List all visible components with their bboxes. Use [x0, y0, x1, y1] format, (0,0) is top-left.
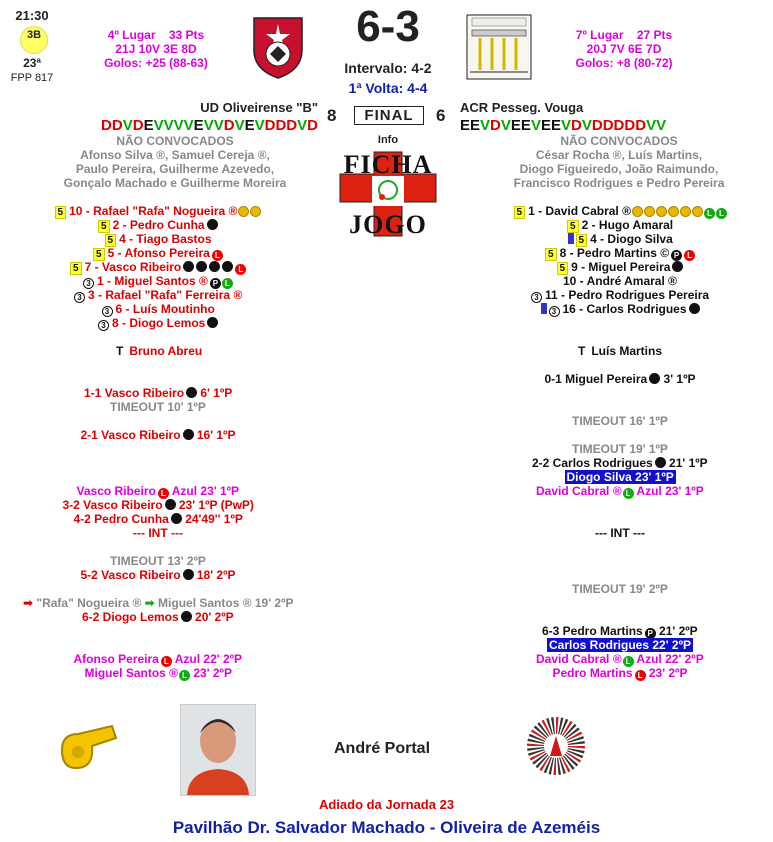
form-result: E: [470, 117, 481, 134]
bench-badge-icon: 3: [74, 292, 85, 303]
form-result: V: [203, 117, 214, 134]
form-result: V: [656, 117, 667, 134]
event-text: Carlos Rodrigues 22' 2ºP: [549, 638, 691, 652]
event-time: Azul 22' 2ºP: [171, 652, 243, 666]
captain-square-icon: [568, 233, 574, 244]
form-result: D: [111, 117, 123, 134]
event-text: TIMEOUT 16' 1ºP: [572, 414, 668, 428]
player-row[interactable]: [83, 274, 233, 289]
form-result: V: [581, 117, 592, 134]
round-badge: [20, 26, 48, 54]
event-row: [572, 414, 668, 428]
player-row[interactable]: [568, 232, 673, 247]
event-text: 5-2 Vasco Ribeiro: [80, 568, 181, 582]
away-not-called-title: NÃO CONVOCADOS: [560, 134, 678, 148]
event-row: [565, 470, 676, 484]
card-icon: L: [235, 264, 246, 275]
event-time: 21' 1ºP: [665, 456, 708, 470]
player-row[interactable]: [98, 218, 218, 233]
player-name: 2 - Hugo Amaral: [581, 218, 674, 232]
goal-icon: [209, 261, 220, 272]
venue[interactable]: Pavilhão Dr. Salvador Machado - Oliveira de Azeméis: [172, 818, 601, 837]
event-text: 2-1 Vasco Ribeiro: [80, 428, 181, 442]
home-score: 8: [327, 106, 337, 125]
event-text: 3-2 Vasco Ribeiro: [62, 498, 163, 512]
player-name: 11 - Pedro Rodrigues Pereira: [545, 288, 710, 302]
form-result: D: [635, 117, 647, 134]
starter-badge-icon: 5: [70, 262, 82, 275]
goal-icon: [183, 261, 194, 272]
away-team-logo[interactable]: [466, 14, 532, 80]
away-coach: [578, 344, 662, 358]
event-row: [81, 428, 236, 442]
player-row[interactable]: [98, 316, 218, 331]
sub-out-icon: ➡: [23, 596, 37, 610]
penalty-icon: P: [210, 278, 221, 289]
player-name: 3 - Rafael "Rafa" Ferreira ®: [88, 288, 243, 302]
ball-icon: [692, 206, 703, 217]
ball-icon: [250, 206, 261, 217]
home-not-called-line: Gonçalo Machado e Guilherme Moreira: [63, 176, 287, 190]
ball-icon: [644, 206, 655, 217]
player-name: 4 - Diogo Silva: [590, 232, 673, 246]
starter-badge-icon: 5: [557, 262, 569, 275]
player-row[interactable]: [545, 246, 695, 261]
starter-badge-icon: 5: [93, 248, 105, 261]
event-time: Azul 23' 1ºP: [168, 484, 240, 498]
ficha-jogo-logo[interactable]: [336, 148, 440, 240]
status-final: [354, 106, 424, 125]
form-result: D: [307, 117, 318, 134]
form-result: V: [183, 117, 194, 134]
event-row: [547, 638, 693, 652]
player-name: 8 - Diogo Lemos: [112, 316, 206, 330]
event-time: Azul 22' 2ºP: [633, 652, 704, 666]
form-result: D: [275, 117, 287, 134]
away-stats: [554, 28, 694, 70]
penalty-icon: P: [671, 250, 682, 261]
event-text: David Cabral ®: [536, 484, 622, 498]
form-result: D: [101, 117, 112, 134]
event-text: TIMEOUT 13' 2ºP: [110, 554, 206, 568]
card-icon: L: [158, 488, 169, 499]
round-badge-text: 3B: [26, 29, 42, 41]
event-text: Diogo Silva 23' 1ºP: [566, 470, 674, 484]
card-icon: L: [161, 656, 172, 667]
captain-square-icon: [541, 303, 547, 314]
form-result: D: [132, 117, 144, 134]
event-row: [110, 554, 206, 568]
event-text: 4-2 Pedro Cunha: [73, 512, 169, 526]
green-card-icon: L: [716, 208, 727, 219]
away-standing: 7º Lugar: [575, 28, 624, 42]
referee-name: André Portal: [334, 740, 431, 757]
green-card-icon: L: [222, 278, 233, 289]
form-result: V: [560, 117, 571, 134]
home-team-logo[interactable]: [250, 14, 306, 80]
form-result: E: [460, 117, 471, 134]
bench-badge-icon: 3: [531, 292, 542, 303]
event-text: Miguel Santos ® 19' 2ºP: [154, 596, 294, 610]
event-row: [545, 372, 696, 386]
away-score: 6: [436, 106, 446, 125]
green-card-icon: L: [623, 488, 634, 499]
form-result: E: [540, 117, 551, 134]
event-row: [81, 568, 236, 582]
form-result: V: [254, 117, 265, 134]
goal-icon: [207, 219, 218, 230]
bench-badge-icon: 3: [102, 306, 113, 317]
event-row: [532, 456, 708, 470]
first-leg-score: 1ª Volta: 4-4: [348, 80, 428, 96]
ficha-text: FICHA: [343, 150, 433, 179]
player-row[interactable]: [70, 260, 246, 275]
player-name: 7 - Vasco Ribeiro: [84, 260, 182, 274]
round-position: 23ª: [23, 56, 41, 70]
event-text: "Rafa" Nogueira ®: [36, 596, 145, 610]
event-row: [63, 498, 254, 512]
home-stats: [86, 28, 226, 70]
event-text: Miguel Santos ®: [84, 666, 179, 680]
away-record: 20J 7V 6E 7D: [586, 42, 662, 56]
home-points: 33 Pts: [168, 28, 205, 42]
event-text: 0-1 Miguel Pereira: [544, 372, 648, 386]
event-time: 18' 2ºP: [193, 568, 236, 582]
away-goals: Golos: +8 (80-72): [575, 56, 673, 70]
form-result: D: [602, 117, 614, 134]
home-goals: Golos: +25 (88-63): [104, 56, 208, 70]
goal-icon: [689, 303, 700, 314]
player-name: 16 - Carlos Rodrigues: [562, 302, 687, 316]
player-name: 9 - Miguel Pereira: [571, 260, 671, 274]
event-time: 23' 1ºP (PwP): [175, 498, 254, 512]
event-row: [572, 582, 668, 596]
card-icon: L: [684, 250, 695, 261]
form-result: V: [163, 117, 174, 134]
event-text: Pedro Martins: [552, 666, 633, 680]
starter-badge-icon: 5: [567, 220, 579, 233]
player-name: 2 - Pedro Cunha: [112, 218, 205, 232]
starter-badge-icon: 5: [98, 220, 110, 233]
ball-icon: [668, 206, 679, 217]
home-team-name[interactable]: UD Oliveirense "B": [200, 100, 318, 115]
away-form: [460, 117, 720, 134]
final-score: 6-3: [356, 2, 420, 51]
goal-icon: [186, 387, 197, 398]
player-row[interactable]: [105, 232, 212, 247]
starter-badge-icon: 5: [55, 206, 67, 219]
form-result: V: [122, 117, 133, 134]
home-not-called-line: Afonso Silva ®, Samuel Cereja ®,: [80, 148, 270, 162]
event-text: --- INT ---: [595, 526, 645, 540]
home-form: [60, 117, 318, 134]
form-result: V: [213, 117, 224, 134]
info-link[interactable]: Info: [377, 134, 399, 146]
event-row: [74, 652, 243, 667]
bench-badge-icon: 3: [98, 320, 109, 331]
player-row[interactable]: [541, 302, 700, 317]
goal-icon: [649, 373, 660, 384]
event-text: 6-2 Diogo Lemos: [82, 610, 179, 624]
fpp-number: FPP 817: [10, 72, 54, 84]
form-result: E: [510, 117, 521, 134]
form-result: V: [646, 117, 657, 134]
player-row[interactable]: [563, 274, 677, 288]
player-name: 10 - Rafael "Rafa" Nogueira ®: [69, 204, 238, 218]
goal-icon: [183, 569, 194, 580]
match-note: Adiado da Jornada 23: [318, 797, 455, 812]
card-icon: L: [212, 250, 223, 261]
form-result: V: [480, 117, 491, 134]
green-card-icon: L: [179, 670, 190, 681]
whistle-icon: [52, 716, 122, 776]
event-time: 21' 2ºP: [655, 624, 698, 638]
form-result: V: [500, 117, 511, 134]
form-result: V: [234, 117, 245, 134]
form-result: E: [193, 117, 204, 134]
ball-icon: [680, 206, 691, 217]
away-team-name[interactable]: ACR Pesseg. Vouga: [460, 100, 584, 115]
event-text: 6-3 Pedro Martins: [542, 624, 643, 638]
penalty-icon: P: [645, 628, 656, 639]
player-name: 1 - David Cabral ®: [528, 204, 631, 218]
form-result: D: [591, 117, 603, 134]
event-row: [23, 596, 293, 610]
ball-icon: [238, 206, 249, 217]
coach-icon: T: [578, 344, 586, 358]
ball-icon: [632, 206, 643, 217]
event-row: [84, 386, 232, 400]
event-text: TIMEOUT 10' 1ºP: [110, 400, 206, 414]
card-icon: L: [635, 670, 646, 681]
away-coach-name: Luís Martins: [591, 344, 663, 358]
ball-icon: [656, 206, 667, 217]
goal-icon: [165, 499, 176, 510]
away-not-called: [484, 134, 754, 190]
event-text: 1-1 Vasco Ribeiro: [84, 386, 185, 400]
form-result: D: [264, 117, 276, 134]
form-result: V: [173, 117, 184, 134]
event-row: [536, 652, 704, 667]
event-text: 2-2 Carlos Rodrigues: [532, 456, 653, 470]
status-label: FINAL: [364, 107, 414, 124]
event-time: 16' 1ºP: [193, 428, 236, 442]
away-not-called-line: Francisco Rodrigues e Pedro Pereira: [513, 176, 725, 190]
event-row: [74, 512, 243, 526]
event-time: 24'49'' 1ºP: [181, 512, 243, 526]
event-time: 23' 2ºP: [645, 666, 688, 680]
coach-icon: T: [116, 344, 124, 358]
player-row[interactable]: [567, 218, 673, 233]
event-time: Azul 23' 1ºP: [633, 484, 704, 498]
home-not-called-title: NÃO CONVOCADOS: [116, 134, 234, 148]
away-not-called-line: César Rocha ®, Luís Martins,: [535, 148, 703, 162]
event-row: [133, 526, 183, 540]
form-result: D: [286, 117, 298, 134]
jogo-text: JOGO: [349, 210, 427, 239]
starter-badge-icon: 5: [545, 248, 557, 261]
player-name: 5 - Afonso Pereira: [107, 246, 210, 260]
event-row: [77, 484, 240, 499]
event-row: [572, 442, 668, 456]
form-result: E: [520, 117, 531, 134]
event-time: 20' 2ºP: [191, 610, 234, 624]
event-row: [82, 610, 234, 624]
referee-association-logo: [526, 716, 586, 776]
starter-badge-icon: 5: [576, 234, 588, 247]
event-row: [85, 666, 232, 681]
home-coach: [116, 344, 202, 358]
event-time: 23' 2ºP: [190, 666, 232, 680]
player-row[interactable]: [93, 246, 223, 261]
player-name: 8 - Pedro Martins ©: [559, 246, 670, 260]
halftime-score: Intervalo: 4-2: [344, 60, 432, 76]
starter-badge-icon: 5: [514, 206, 526, 219]
player-name: 4 - Tiago Bastos: [119, 232, 212, 246]
form-result: V: [530, 117, 541, 134]
home-coach-name: Bruno Abreu: [129, 344, 203, 358]
player-name: 1 - Miguel Santos ®: [97, 274, 208, 288]
starter-badge-icon: 5: [105, 234, 117, 247]
green-card-icon: L: [704, 208, 715, 219]
goal-icon: [181, 611, 192, 622]
form-result: D: [571, 117, 582, 134]
event-row: [595, 526, 645, 540]
event-time: 6' 1ºP: [197, 386, 233, 400]
player-name: 6 - Luís Moutinho: [115, 302, 215, 316]
away-not-called-line: Diogo Figueiredo, João Raimundo,: [519, 162, 719, 176]
goal-icon: [672, 261, 683, 272]
player-row[interactable]: [55, 204, 262, 219]
event-row: [536, 484, 704, 499]
form-result: D: [624, 117, 636, 134]
home-not-called: [40, 134, 310, 190]
form-result: D: [223, 117, 235, 134]
bench-badge-icon: 3: [83, 278, 94, 289]
goal-icon: [171, 513, 182, 524]
event-text: TIMEOUT 19' 2ºP: [572, 582, 668, 596]
event-text: Vasco Ribeiro: [76, 484, 156, 498]
player-row[interactable]: [557, 260, 684, 275]
away-points: 27 Pts: [636, 28, 673, 42]
form-result: D: [613, 117, 625, 134]
player-row[interactable]: [531, 288, 709, 303]
goal-icon: [196, 261, 207, 272]
green-card-icon: L: [623, 656, 634, 667]
event-text: --- INT ---: [133, 526, 183, 540]
event-row: [542, 624, 698, 639]
home-record: 21J 10V 3E 8D: [115, 42, 197, 56]
event-row: [553, 666, 688, 681]
player-row[interactable]: [102, 302, 215, 317]
form-result: E: [143, 117, 154, 134]
form-result: E: [244, 117, 255, 134]
event-row: [110, 400, 206, 414]
player-name: 10 - André Amaral ®: [563, 274, 677, 288]
bench-badge-icon: 3: [549, 306, 560, 317]
goal-icon: [222, 261, 233, 272]
referee-photo: [180, 704, 256, 796]
player-row[interactable]: [514, 204, 727, 219]
form-result: V: [297, 117, 308, 134]
form-result: D: [490, 117, 501, 134]
match-time: 21:30: [15, 8, 49, 23]
goal-icon: [655, 457, 666, 468]
event-text: Afonso Pereira: [73, 652, 159, 666]
form-result: V: [153, 117, 164, 134]
home-not-called-line: Paulo Pereira, Guilherme Azevedo,: [75, 162, 275, 176]
event-text: TIMEOUT 19' 1ºP: [572, 442, 668, 456]
sub-in-icon: ➡: [144, 596, 155, 610]
event-time: 3' 1ºP: [660, 372, 696, 386]
form-result: E: [550, 117, 561, 134]
goal-icon: [207, 317, 218, 328]
player-row[interactable]: [74, 288, 242, 303]
event-text: David Cabral ®: [536, 652, 622, 666]
goal-icon: [183, 429, 194, 440]
home-standing: 4º Lugar: [107, 28, 156, 42]
